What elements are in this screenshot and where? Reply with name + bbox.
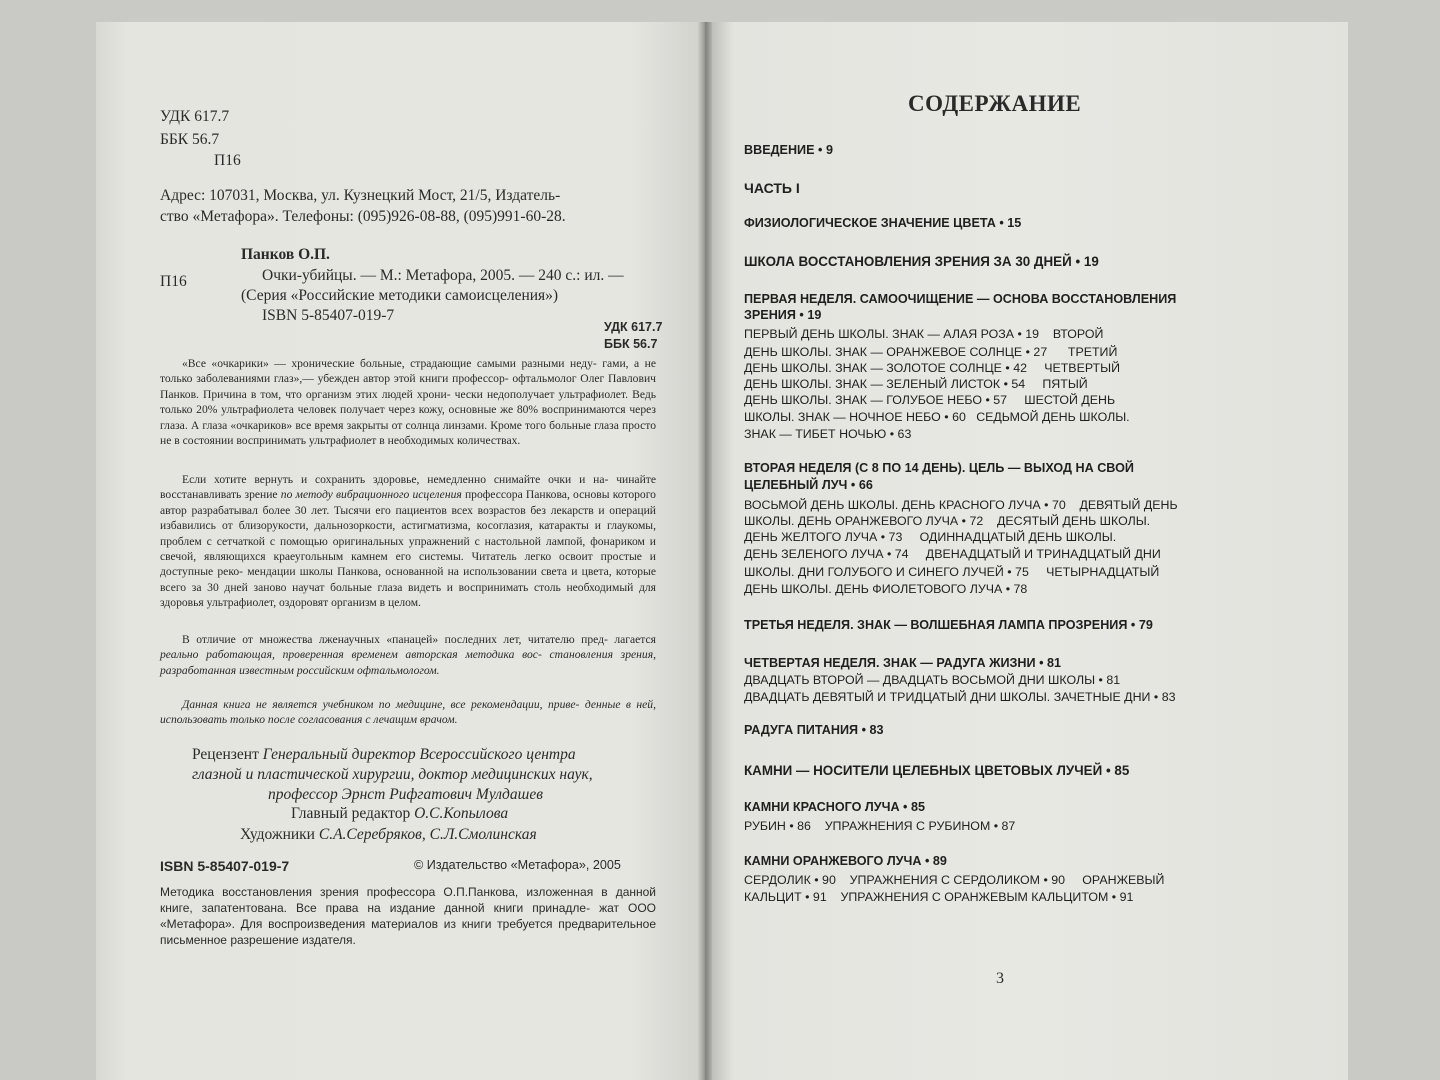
udk-code: УДК 617.7 xyxy=(160,108,230,125)
editor-label: Главный редактор xyxy=(291,805,411,822)
toc-entry[interactable]: ШКОЛЫ. ДЕНЬ ОРАНЖЕВОГО ЛУЧА • 72 ДЕСЯТЫЙ ДЕНЬ ШКОЛЫ. xyxy=(744,514,1150,528)
toc-entry[interactable]: ВОСЬМОЙ ДЕНЬ ШКОЛЫ. ДЕНЬ КРАСНОГО ЛУЧА • 70 ДЕВЯТЫЙ ДЕНЬ xyxy=(744,498,1178,512)
toc-week-2-line-2[interactable]: ЦЕЛЕБНЫЙ ЛУЧ • 66 xyxy=(744,478,873,492)
artists-names: С.А.Серебряков, С.Л.Смолинская xyxy=(318,826,537,843)
toc-entry[interactable]: ДЕНЬ ШКОЛЫ. ДЕНЬ ФИОЛЕТОВОГО ЛУЧА • 78 xyxy=(744,582,1027,596)
address-line-2: ство «Метафора». Телефоны: (095)926-08-88, (095)991-60-28. xyxy=(160,208,566,225)
toc-entry[interactable]: ДЕНЬ ЖЕЛТОГО ЛУЧА • 73 ОДИННАДЦАТЫЙ ДЕНЬ ШКОЛЫ. xyxy=(744,530,1116,544)
reviewer-label: Рецензент xyxy=(192,746,259,763)
editor-name: О.С.Копылова xyxy=(414,805,509,822)
toc-entry[interactable]: ПЕРВЫЙ ДЕНЬ ШКОЛЫ. ЗНАК — АЛАЯ РОЗА • 19 ВТОРОЙ xyxy=(744,327,1103,341)
toc-intro[interactable]: ВВЕДЕНИЕ • 9 xyxy=(744,143,833,157)
biblio-line-1: Очки-убийцы. — М.: Метафора, 2005. — 240 с.: ил. — xyxy=(262,267,624,284)
abstract-paragraph-1 xyxy=(160,356,656,448)
toc-entry[interactable]: ДЕНЬ ШКОЛЫ. ЗНАК — ЗОЛОТОЕ СОЛНЦЕ • 42 ЧЕТВЕРТЫЙ xyxy=(744,361,1120,375)
toc-color-physiology[interactable]: ФИЗИОЛОГИЧЕСКОЕ ЗНАЧЕНИЕ ЦВЕТА • 15 xyxy=(744,216,1021,230)
toc-vision-school[interactable]: ШКОЛА ВОССТАНОВЛЕНИЯ ЗРЕНИЯ ЗА 30 ДНЕЙ • 19 xyxy=(744,254,1099,269)
toc-week-2-line-1[interactable]: ВТОРАЯ НЕДЕЛЯ (С 8 ПО 14 ДЕНЬ). ЦЕЛЬ — ВЫХОД НА СВОЙ xyxy=(744,461,1134,475)
abstract-paragraph-3 xyxy=(160,632,656,678)
page-number: 3 xyxy=(996,970,1004,987)
abstract-text-2b: профессора Панкова, основы которого автор разрабатывал более 30 лет. Тысячи его пациентов всех возрастов без лекарств и операций избавились от близорукости, дальнозоркости, астигматизма, косоглазия, катаракты и глаукомы, проблем с сетчаткой с помощью оригинальных упражнений с настольной лампой, фонариком и свечой, являющихся краеугольным камнем его системы. Читатель легко освоит простые и доступные реко- мендации школы Панкова, основанной на использовании света и цвета, которые всего за 30 дней заново научат больные глаза видеть и воспринимать столь необходимый для здоровья ультрафиолет, оздоровят организм в целом. xyxy=(160,488,656,610)
toc-part-1: ЧАСТЬ I xyxy=(744,180,800,196)
artists-label: Художники xyxy=(240,826,315,843)
chief-editor-line xyxy=(291,804,508,823)
toc-title: СОДЕРЖАНИЕ xyxy=(908,91,1082,116)
footer-note xyxy=(160,884,656,948)
bbk-code-2: ББК 56.7 xyxy=(604,337,658,351)
toc-week-3[interactable]: ТРЕТЬЯ НЕДЕЛЯ. ЗНАК — ВОЛШЕБНАЯ ЛАМПА ПРОЗРЕНИЯ • 79 xyxy=(744,618,1153,632)
artists-line xyxy=(240,825,537,844)
footer-text: Методика восстановления зрения профессора О.П.Панкова, изложенная в данной книге, запатентована. Все права на издание данной книги принадле- жат ООО «Метафора». Для воспроизведения материалов из книги требуется предварительное письменное разрешение издателя. xyxy=(160,885,656,947)
toc-entry[interactable]: КАЛЬЦИТ • 91 УПРАЖНЕНИЯ С ОРАНЖЕВЫМ КАЛЬЦИТОМ • 91 xyxy=(744,890,1133,904)
abstract-text-2-italic: по методу вибрационного исцеления xyxy=(280,488,462,502)
toc-entry[interactable]: ЗНАК — ТИБЕТ НОЧЬЮ • 63 xyxy=(744,427,911,441)
author-sign-2: П16 xyxy=(160,273,187,290)
abstract-text-1: «Все «очкарики» — хронические больные, страдающие самыми разными неду- гами, а не только заболеваниями глаз»,— убежден автор этой книги профессор- офтальмолог Олег Павлович Панков. Причина в том, что организм этих людей хрони- чески недополучает ультрафиолет. Ведь только 20% ультрафиолета человек получает через кожу, основные же 80% воспринимаются через глаза. А глаза «очкариков» все время закрыты от солнца линзами. Кроме того больные глаза просто не в состоянии воспринимать ультрафиолет в необходимых количествах. xyxy=(160,357,656,448)
toc-week-1-line-1[interactable]: ПЕРВАЯ НЕДЕЛЯ. САМООЧИЩЕНИЕ — ОСНОВА ВОССТАНОВЛЕНИЯ xyxy=(744,292,1177,306)
toc-orange-stones[interactable]: КАМНИ ОРАНЖЕВОГО ЛУЧА • 89 xyxy=(744,854,947,868)
abstract-text-3a: В отличие от множества лженаучных «панацей» последних лет, читателю пред- лагается xyxy=(182,633,656,646)
bbk-code: ББК 56.7 xyxy=(160,131,220,148)
address-line-1: Адрес: 107031, Москва, ул. Кузнецкий Мост, 21/5, Издатель- xyxy=(160,187,561,204)
reviewer-line-3: профессор Эрнст Рифгатович Мулдашев xyxy=(268,786,543,803)
toc-entry[interactable]: ДВАДЦАТЬ ВТОРОЙ — ДВАДЦАТЬ ВОСЬМОЙ ДНИ ШКОЛЫ • 81 xyxy=(744,673,1120,687)
reviewer-line-1 xyxy=(192,745,576,764)
toc-entry[interactable]: ДВАДЦАТЬ ДЕВЯТЫЙ И ТРИДЦАТЫЙ ДНИ ШКОЛЫ. ЗАЧЕТНЫЕ ДНИ • 83 xyxy=(744,690,1175,704)
biblio-isbn: ISBN 5-85407-019-7 xyxy=(262,307,395,324)
reviewer-text-1: Генеральный директор Всероссийского центра xyxy=(262,746,576,763)
disclaimer-text: Данная книга не является учебником по медицине, все рекомендации, приве- денные в ней, использовать только после согласования с лечащим врачом. xyxy=(160,698,656,727)
abstract-paragraph-2 xyxy=(160,472,656,611)
udk-code-2: УДК 617.7 xyxy=(604,320,663,334)
author-name: Панков О.П. xyxy=(241,246,330,263)
toc-entry[interactable]: РУБИН • 86 УПРАЖНЕНИЯ С РУБИНОМ • 87 xyxy=(744,819,1015,833)
toc-entry[interactable]: ШКОЛЫ. ЗНАК — НОЧНОЕ НЕБО • 60 СЕДЬМОЙ ДЕНЬ ШКОЛЫ. xyxy=(744,410,1130,424)
toc-stones[interactable]: КАМНИ — НОСИТЕЛИ ЦЕЛЕБНЫХ ЦВЕТОВЫХ ЛУЧЕЙ • 85 xyxy=(744,763,1129,778)
toc-entry[interactable]: СЕРДОЛИК • 90 УПРАЖНЕНИЯ С СЕРДОЛИКОМ • 90 ОРАНЖЕВЫЙ xyxy=(744,873,1164,887)
disclaimer xyxy=(160,697,656,728)
toc-entry[interactable]: ДЕНЬ ШКОЛЫ. ЗНАК — ЗЕЛЕНЫЙ ЛИСТОК • 54 ПЯТЫЙ xyxy=(744,377,1088,391)
isbn-bottom: ISBN 5-85407-019-7 xyxy=(160,858,290,874)
toc-entry[interactable]: ДЕНЬ ШКОЛЫ. ЗНАК — ГОЛУБОЕ НЕБО • 57 ШЕСТОЙ ДЕНЬ xyxy=(744,393,1115,407)
toc-nutrition[interactable]: РАДУГА ПИТАНИЯ • 83 xyxy=(744,723,884,737)
copyright: © Издательство «Метафора», 2005 xyxy=(414,858,621,872)
biblio-line-2: (Серия «Российские методики самоисцеления») xyxy=(241,287,559,304)
author-sign: П16 xyxy=(214,152,241,169)
toc-entry[interactable]: ШКОЛЫ. ДНИ ГОЛУБОГО И СИНЕГО ЛУЧЕЙ • 75 ЧЕТЫРНАДЦАТЫЙ xyxy=(744,565,1159,579)
toc-entry[interactable]: ДЕНЬ ШКОЛЫ. ЗНАК — ОРАНЖЕВОЕ СОЛНЦЕ • 27 ТРЕТИЙ xyxy=(744,345,1117,359)
toc-week-4[interactable]: ЧЕТВЕРТАЯ НЕДЕЛЯ. ЗНАК — РАДУГА ЖИЗНИ • 81 xyxy=(744,656,1061,670)
toc-entry[interactable]: ДЕНЬ ЗЕЛЕНОГО ЛУЧА • 74 ДВЕНАДЦАТЫЙ И ТРИНАДЦАТЫЙ ДНИ xyxy=(744,547,1161,561)
toc-week-1-line-2[interactable]: ЗРЕНИЯ • 19 xyxy=(744,308,821,322)
abstract-text-3-italic: реально работающая, проверенная временем авторская методика вос- становления зрения, разработанная известным российским офтальмологом. xyxy=(160,648,656,677)
book-gutter xyxy=(698,22,712,1080)
reviewer-line-2: глазной и пластической хирургии, доктор медицинских наук, xyxy=(192,766,593,783)
toc-red-stones[interactable]: КАМНИ КРАСНОГО ЛУЧА • 85 xyxy=(744,800,925,814)
abstract-text-2a: Если хотите вернуть и сохранить здоровье, немедленно снимайте очки и на- чинайте восстанавливать зрение xyxy=(160,473,656,502)
